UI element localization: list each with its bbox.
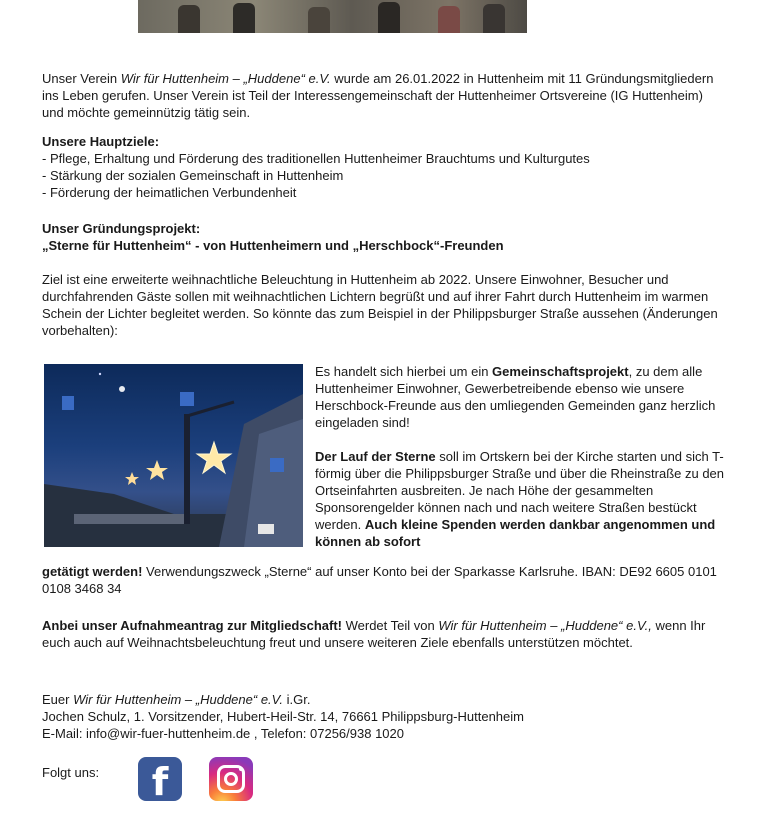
street-illustration [44,364,303,547]
goal-item: - Pflege, Erhaltung und Förderung des traditionellen Huttenheimer Brauchtums und Kulturgutes [42,151,590,166]
project-description: Ziel ist eine erweiterte weihnachtliche Beleuchtung in Huttenheim ab 2022. Unsere Einwohner, Besucher und durchfahrenden Gäste sollen mit weihnachtlichen Lichtern begrüßt und auf ihrer Fahrt durch Huttenheim im warmen Schein der Lichter begleitet werden. So könnte das zum Beispiel in der Philippsburger Straße aussehen (Änderungen vorbehalten): [42,272,718,338]
goal-item: - Stärkung der sozialen Gemeinschaft in Huttenheim [42,168,344,183]
instagram-icon[interactable] [209,757,253,801]
float-paragraph-2: Der Lauf der Sterne soll im Ortskern bei der Kirche starten und sich T-förmig über die Philippsburger Straße und über die Rheinstraße zu den Ortseinfahrten ausbreiten. Je nach Höhe der gesammelten Sponsorengelder können nach und nach weitere Straßen bestückt werden. Auch kleine Spenden werden dankbar angenommen und können ab sofort [315,449,725,549]
follow-label: Folgt uns: [42,765,100,780]
project-heading: Unser Gründungsprojekt: „Sterne für Huttenheim“ - von Huttenheimern und „Herschbock“-Freunden [42,221,504,253]
goals-section [42,133,726,201]
donation-paragraph: getätigt werden! Verwendungszweck „Sterne“ auf unser Konto bei der Sparkasse Karlsruhe. IBAN: DE92 6605 0101 0108 3468 34 [42,564,717,596]
signature-block: Euer Wir für Huttenheim – „Huddene“ e.V. i.Gr. Jochen Schulz, 1. Vorsitzender, Hubert-Heil-Str. 14, 76661 Philippsburg-Huttenheim E-Mail: info@wir-fuer-huttenheim.de , Telefon: 07256/938 1020 [42,691,726,742]
goals-heading: Unsere Hauptziele: [42,134,160,149]
goal-item: - Förderung der heimatlichen Verbundenheit [42,185,297,200]
contact-line: E-Mail: info@wir-fuer-huttenheim.de , Telefon: 07256/938 1020 [42,726,405,741]
intro-paragraph: Unser Verein Wir für Huttenheim – „Huddene“ e.V. wurde am 26.01.2022 in Huttenheim mit 11 Gründungsmitgliedern ins Leben gerufen. Unser Verein ist Teil der Interessengemeinschaft der Huttenheimer Ortsvereine (IG Huttenheim) und möchte gemeinnützig tätig sein. [42,71,714,120]
street-lights-photo [44,364,303,547]
float-paragraph-1: Es handelt sich hierbei um ein Gemeinschaftsprojekt, zu dem alle Huttenheimer Einwohner, Gewerbetreibende ebenso wie unsere Herschbock-Freunde aus den umliegenden Gemeinden ganz herzlich eingeladen sind! [315,364,716,430]
membership-paragraph: Anbei unser Aufnahmeantrag zur Mitgliedschaft! Werdet Teil von Wir für Huttenheim – „Huddene“ e.V., wenn Ihr euch auch auf Weihnachtsbeleuchtung freut und unsere weiteren Ziele ebenfalls unterstützen möchtet. [42,618,706,650]
group-photo [138,0,527,33]
facebook-icon[interactable]: f [138,757,182,801]
